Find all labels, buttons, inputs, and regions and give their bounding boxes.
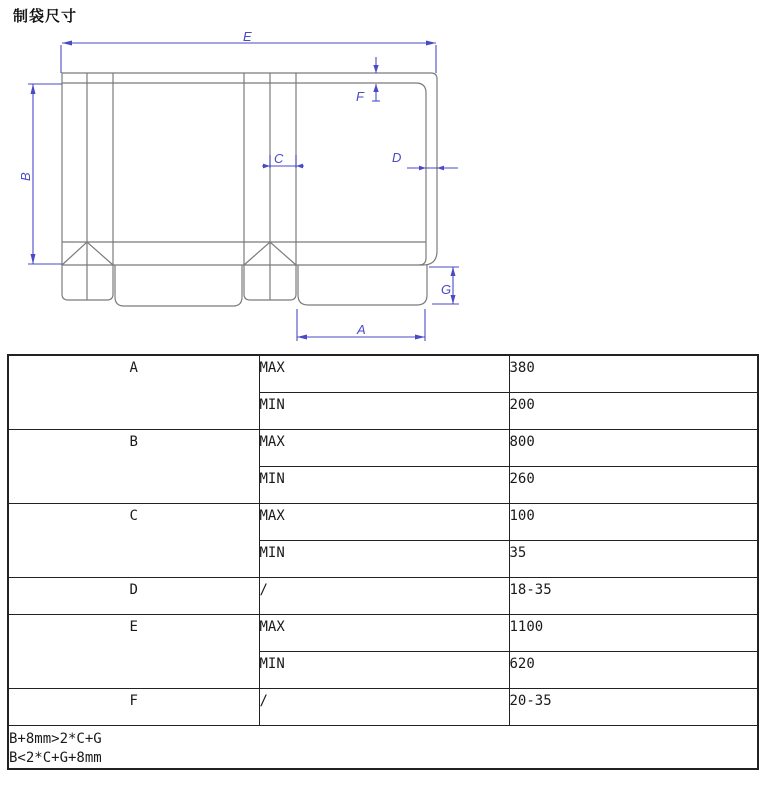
dim-label-d: D bbox=[392, 150, 402, 165]
spec-type-cell: MIN bbox=[259, 540, 509, 577]
spec-value-cell: 800 bbox=[509, 429, 758, 466]
table-row bbox=[8, 725, 758, 769]
dimension-A bbox=[297, 309, 425, 341]
dim-label-f: F bbox=[356, 89, 364, 104]
spec-value-cell: 620 bbox=[509, 651, 758, 688]
dimension-B bbox=[18, 84, 62, 264]
dimension-F bbox=[356, 57, 380, 104]
constraint-formula-line2: B<2*C+G+8mm bbox=[9, 749, 102, 766]
dimension-C bbox=[262, 151, 304, 168]
spec-value-cell: 35 bbox=[509, 540, 758, 577]
table-row bbox=[8, 688, 758, 725]
spec-type-cell: MIN bbox=[259, 466, 509, 503]
bag-outline bbox=[62, 73, 437, 306]
spec-value-cell: 260 bbox=[509, 466, 758, 503]
spec-value-cell: 18-35 bbox=[509, 577, 758, 614]
table-row bbox=[8, 429, 758, 466]
table-row bbox=[8, 355, 758, 392]
constraint-formula-line1: B+8mm>2*C+G bbox=[9, 730, 102, 747]
spec-type-cell: MAX bbox=[259, 429, 509, 466]
spec-value-cell: 20-35 bbox=[509, 688, 758, 725]
dim-cell-e: E bbox=[8, 614, 259, 688]
dim-cell-f: F bbox=[8, 688, 259, 725]
spec-type-cell: MIN bbox=[259, 392, 509, 429]
dim-cell-d: D bbox=[8, 577, 259, 614]
table-row bbox=[8, 577, 758, 614]
spec-type-cell: MAX bbox=[259, 355, 509, 392]
spec-type-cell: MAX bbox=[259, 614, 509, 651]
spec-value-cell: 1100 bbox=[509, 614, 758, 651]
spec-value-cell: 200 bbox=[509, 392, 758, 429]
dimension-E bbox=[61, 29, 436, 73]
table-row bbox=[8, 503, 758, 540]
dim-cell-a: A bbox=[8, 355, 259, 429]
dimension-D bbox=[392, 150, 458, 170]
bag-dimension-drawing bbox=[0, 0, 766, 352]
dim-label-g: G bbox=[441, 282, 452, 297]
spec-type-cell: / bbox=[259, 577, 509, 614]
constraint-formulas bbox=[8, 725, 758, 769]
spec-value-cell: 380 bbox=[509, 355, 758, 392]
dim-cell-c: C bbox=[8, 503, 259, 577]
dim-label-e: E bbox=[243, 29, 252, 44]
bag-dimension-spec-table bbox=[7, 354, 759, 770]
dimension-G bbox=[429, 267, 459, 304]
dim-label-a: A bbox=[357, 322, 366, 337]
spec-type-cell: MIN bbox=[259, 651, 509, 688]
spec-type-cell: / bbox=[259, 688, 509, 725]
dim-label-b: B bbox=[18, 172, 33, 181]
table-row bbox=[8, 614, 758, 651]
page-title: 制袋尺寸 bbox=[13, 8, 78, 25]
dim-cell-b: B bbox=[8, 429, 259, 503]
dim-label-c: C bbox=[274, 151, 284, 166]
spec-type-cell: MAX bbox=[259, 503, 509, 540]
spec-value-cell: 100 bbox=[509, 503, 758, 540]
